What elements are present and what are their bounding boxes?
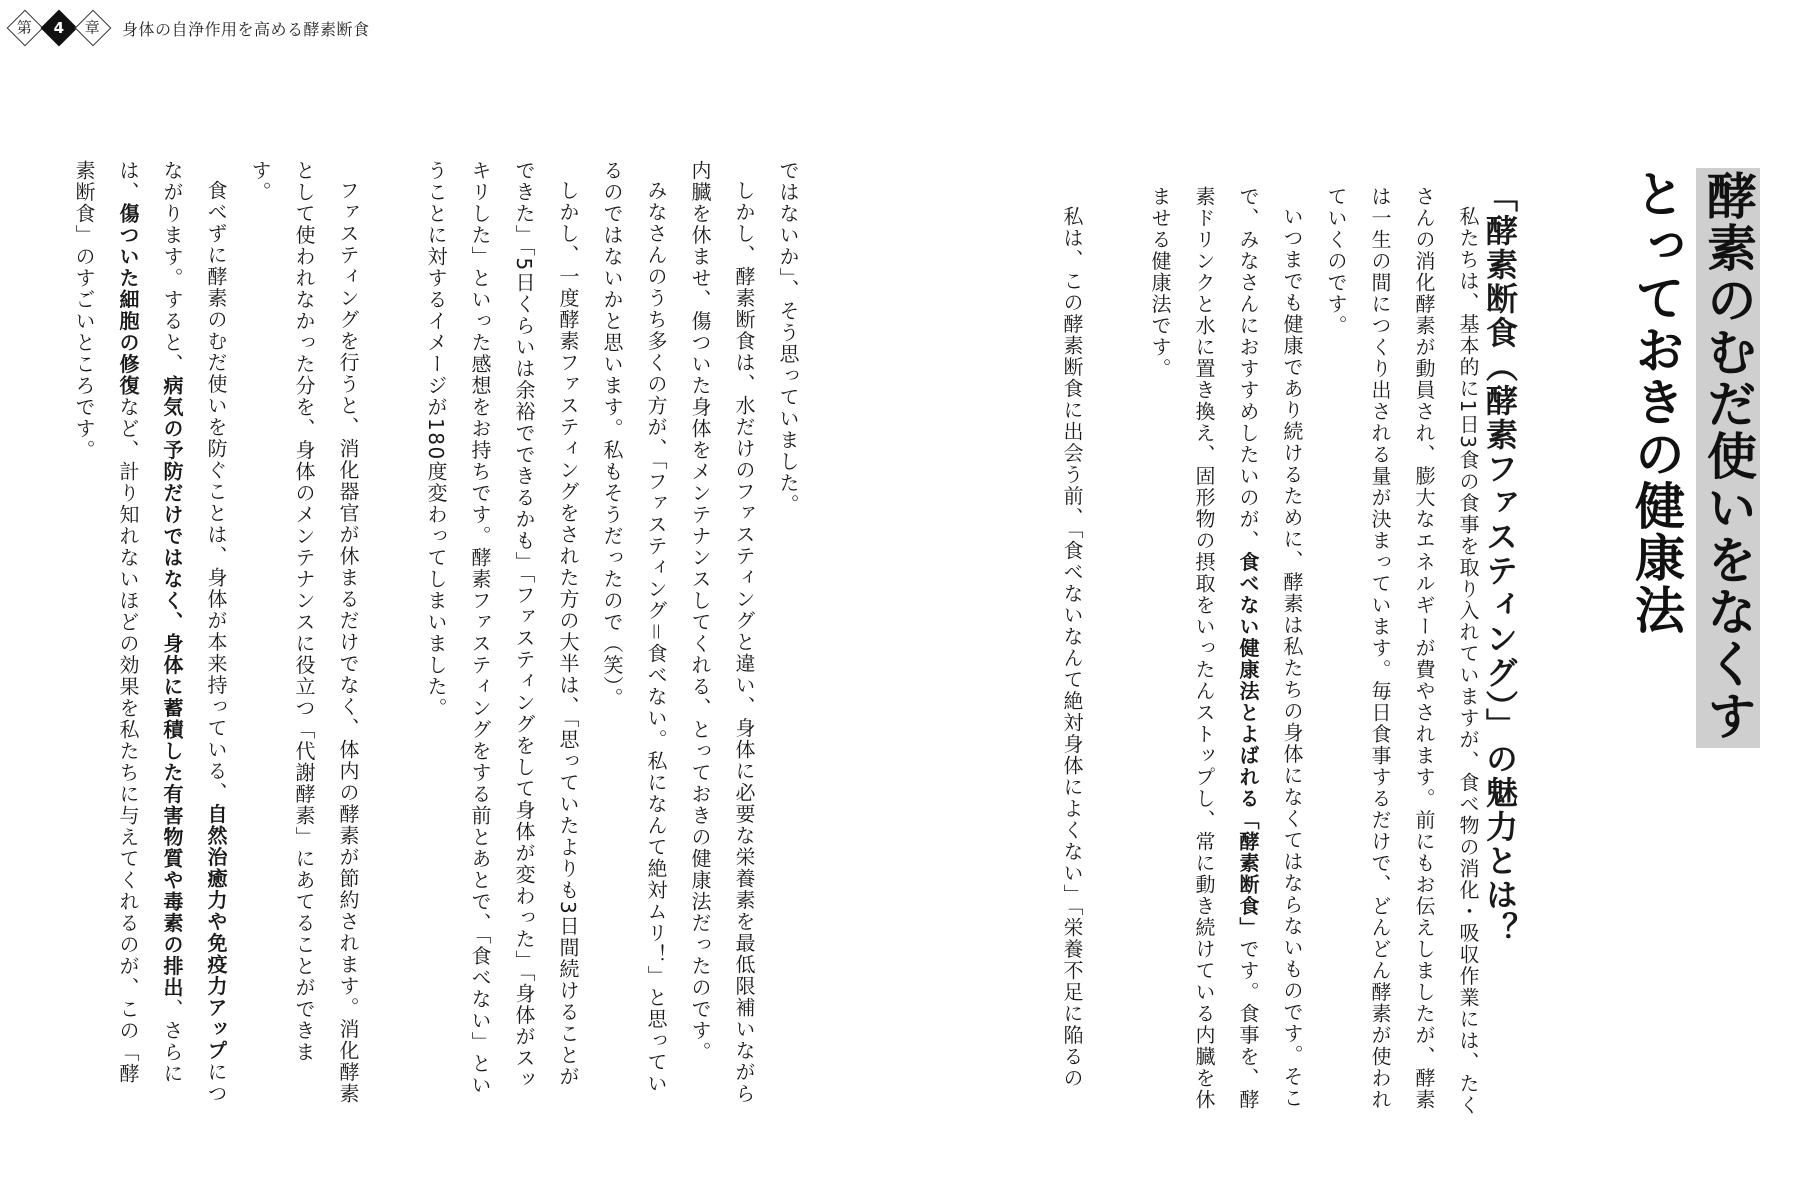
- chapter-prefix-badge: [7, 10, 44, 47]
- paragraph: ではないか」、そう思っていました。: [776, 160, 800, 516]
- chapter-header: [12, 8, 370, 48]
- main-title-line2: とっておきの健康法: [1627, 168, 1685, 636]
- chapter-number: 4: [53, 18, 65, 37]
- paragraph: [1138, 186, 1314, 1131]
- chapter-title: 身体の自浄作用を高める酵素断食: [122, 19, 370, 39]
- paragraph: [62, 160, 238, 1105]
- emphasis-text: 食べない健康法とよばれる: [1236, 551, 1260, 810]
- text-run: いつまでも健康であり続けるために、酵素は私たちの身体になくてはならないものです。そこで、みなさんにおすすめしたいのが、: [1236, 186, 1304, 1109]
- body-text-bottom: [40, 160, 810, 1105]
- chapter-number-badge: [41, 10, 78, 47]
- text-run: です。食事を、酵素ドリンクと水に置き換え、固形物の摂取をいったんストップし、常に動き続けている内臓を休ませる健康法です。: [1148, 186, 1260, 1111]
- body-text-top: [880, 186, 1490, 1131]
- emphasis-text: 病気の予防だけではなく、身体に蓄積した有害物質や毒素の排出: [160, 375, 184, 999]
- emphasis-text: 「酵素断食」: [1236, 809, 1260, 939]
- chapter-suffix-badge: [75, 10, 112, 47]
- paragraph: 私は、この酵素断食に出会う前、「食べないなんて絶対身体によくない」「栄養不足に陥るの: [1060, 206, 1084, 1089]
- text-run: 食べずに酵素のむだ使いを防ぐことは、身体が本来持っている、: [204, 180, 228, 804]
- paragraph: しかし、酵素断食は、水だけのファスティングと違い、身体に必要な栄養素を最低限補いながら内臓を休ませ、傷ついた身体をメンテナンスしてくれる、とっておきの健康法だったのです。: [688, 160, 756, 1105]
- emphasis-text: 自然治癒力や免疫力アップ: [204, 803, 228, 1062]
- section-subtitle: 「酵素断食（酵素ファスティング）」の魅力とは？: [1481, 180, 1519, 946]
- text-run: 、さらには、: [116, 160, 184, 1085]
- paragraph: みなさんのうち多くの方が、「ファスティング＝食べない。私になんて絶対ムリ！」と思っているのではないかと思います。私もそうだったので（笑）。: [600, 160, 668, 1095]
- paragraph: 私たちは、基本的に1日3食の食事を取り入れていますが、食べ物の消化・吸収作業には、たくさんの消化酵素が動員され、膨大なエネルギーが費やされます。前にもお伝えしましたが、酵素は一生の間につくり出される量が決まっています。毎日食事するだけで、どんどん酵素が使われていくのです。: [1324, 186, 1480, 1116]
- text-run: につながります。すると、: [160, 160, 228, 1105]
- paragraph: ファスティングを行うと、消化器官が休まるだけでなく、体内の酵素が節約されます。消化酵素として使われなかった分を、身体のメンテナンスに役立つ「代謝酵素」にあてることができます。: [248, 160, 360, 1105]
- chapter-suffix: 章: [85, 18, 101, 37]
- paragraph: しかし、一度酵素ファスティングをされた方の大半は、「思っていたよりも3日間続けることができた」「5日くらいは余裕でできるかも」「ファスティングをして身体が変わった」「身体がスッキリした」といった感想をお持ちです。酵素ファスティングをする前とあとで、「食べない」ということに対するイメージが180度変わってしまいました。: [424, 160, 580, 1096]
- main-title-line1: 酵素のむだ使いをなくす: [1696, 168, 1760, 748]
- chapter-prefix: 第: [17, 18, 33, 37]
- emphasis-text: 傷ついた細胞の修復: [116, 203, 140, 397]
- text-run: など、計り知れないほどの効果を私たちに与えてくれるのが、この「酵素断食」のすごいところです。: [72, 160, 140, 1085]
